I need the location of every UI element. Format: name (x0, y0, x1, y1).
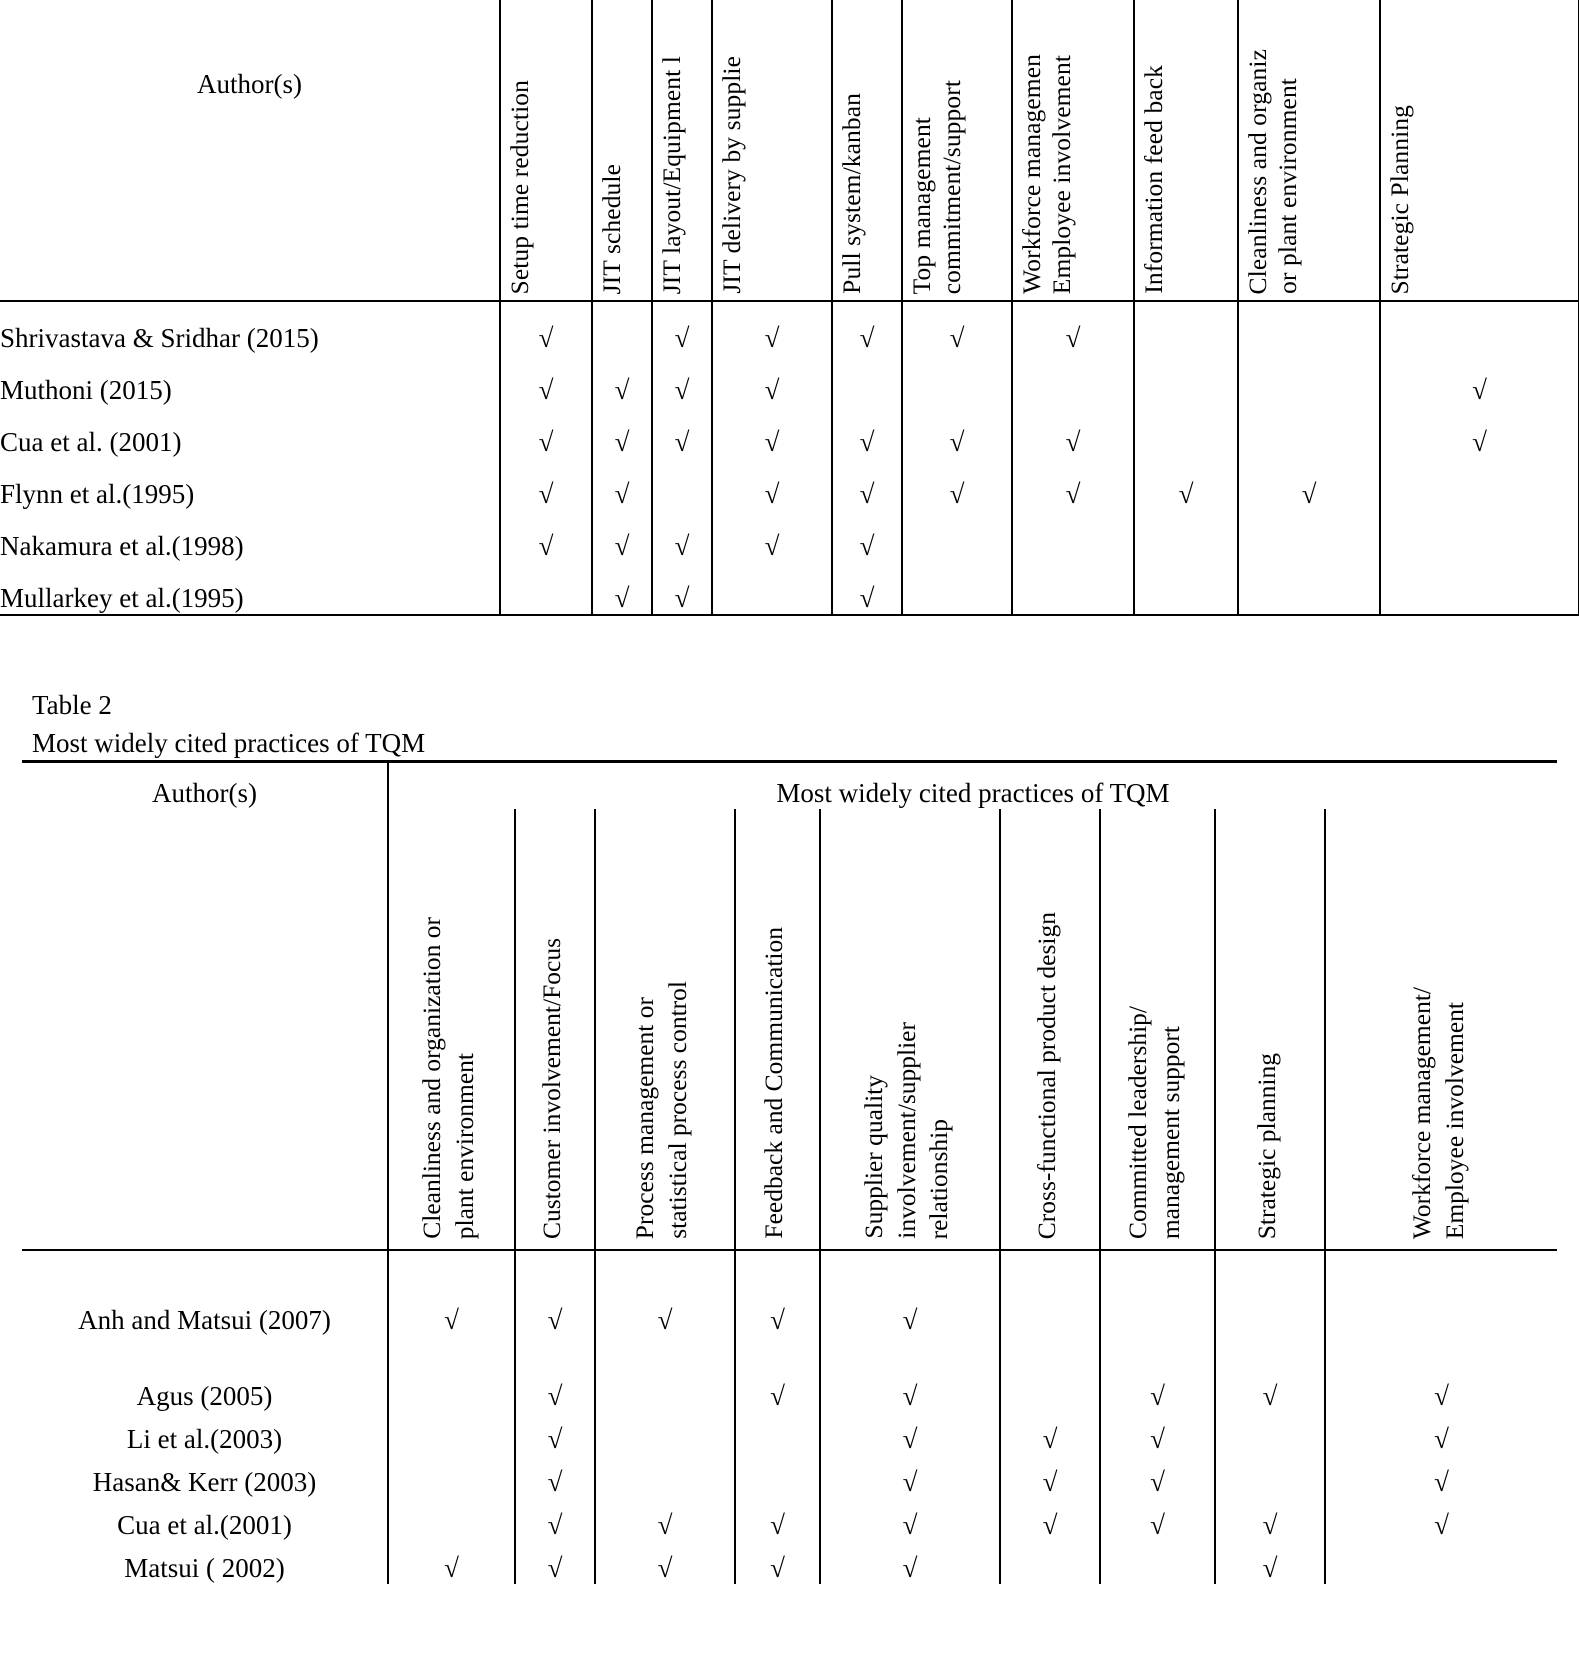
check-icon: √ (859, 531, 875, 561)
check-icon: √ (614, 583, 630, 613)
table-1-cell (832, 458, 902, 510)
table-2-author-name: Hasan& Kerr (2003) (92, 1467, 317, 1497)
check-icon: √ (614, 427, 630, 457)
table-2-caption (32, 686, 425, 763)
table-1-cell (1380, 510, 1579, 562)
check-icon: √ (949, 323, 965, 353)
table-2-cell (1100, 1336, 1215, 1412)
table-1-cell (1238, 458, 1380, 510)
table-2-col-header-feedback-and-communication: Feedback and Communication (735, 809, 820, 1250)
table-1-cell (832, 510, 902, 562)
table-2-caption-title: Most widely cited practices of TQM (32, 728, 426, 759)
check-icon: √ (859, 479, 875, 509)
check-icon: √ (764, 427, 780, 457)
check-icon: √ (859, 583, 875, 613)
table-2-author-header: Author(s) (22, 762, 388, 810)
table-2-rotated-header-row (22, 809, 1557, 1250)
table-2-cell (1100, 1541, 1215, 1584)
table-1-cell (1012, 406, 1134, 458)
check-icon: √ (859, 427, 875, 457)
table-1-cell (1380, 562, 1579, 615)
table-2-cell (388, 1498, 515, 1541)
table-2-col-header-cleanliness-organization: Cleanliness and organization or plant environment (388, 809, 515, 1250)
table-1-cell (1238, 562, 1380, 615)
table-1-cell (652, 510, 712, 562)
table-2-col-header-strategic-planning: Strategic planning (1215, 809, 1325, 1250)
table-2-cell (1000, 1455, 1100, 1498)
check-icon: √ (1472, 375, 1487, 405)
check-icon: √ (770, 1305, 785, 1335)
check-icon: √ (444, 1553, 459, 1583)
table-1-author-name: Muthoni (2015) (0, 375, 172, 405)
check-icon: √ (764, 479, 780, 509)
check-icon: √ (1065, 427, 1081, 457)
check-icon: √ (1434, 1424, 1449, 1454)
check-icon: √ (1434, 1381, 1449, 1411)
table-2-cell (1000, 1541, 1100, 1584)
table-2-cell (1325, 1498, 1557, 1541)
table-1-cell (1134, 562, 1238, 615)
table-1-cell (652, 458, 712, 510)
table-row (22, 1336, 1557, 1412)
check-icon: √ (770, 1553, 785, 1583)
table-2-author-name: Li et al.(2003) (126, 1424, 283, 1454)
table-row (22, 1412, 1557, 1455)
check-icon: √ (538, 531, 554, 561)
table-2-blank-corner (22, 809, 388, 1250)
table-2-cell (595, 1250, 735, 1336)
check-icon: √ (547, 1305, 563, 1335)
table-1-cell (712, 406, 832, 458)
table-2-cell (820, 1455, 1000, 1498)
check-icon: √ (614, 531, 630, 561)
table-2-cell (515, 1498, 595, 1541)
table-1-author-name: Nakamura et al.(1998) (0, 531, 244, 561)
table-1-cell (500, 510, 592, 562)
table-1-cell (712, 301, 832, 354)
table-1-cell (652, 562, 712, 615)
table-2-col-header-workforce-management-employee-involvement: Workforce management/ Employee involvement (1325, 809, 1557, 1250)
table-1-cell (592, 406, 652, 458)
table-1-cell (1012, 354, 1134, 406)
table-2-author-name: Matsui ( 2002) (124, 1553, 285, 1583)
check-icon: √ (657, 1510, 673, 1540)
table-2-author-name: Cua et al.(2001) (117, 1510, 292, 1540)
check-icon: √ (444, 1305, 459, 1335)
table-2-cell (388, 1336, 515, 1412)
table-2-cell (1325, 1250, 1557, 1336)
table-2-cell (735, 1498, 820, 1541)
table-2-cell (1000, 1250, 1100, 1336)
table-1-author-name: Cua et al. (2001) (0, 427, 182, 457)
table-row (22, 1541, 1557, 1584)
table-1-cell (902, 510, 1012, 562)
check-icon: √ (949, 427, 965, 457)
check-icon: √ (614, 375, 630, 405)
table-row (22, 1455, 1557, 1498)
table-1-cell (712, 510, 832, 562)
table-row (0, 562, 1579, 615)
table-1-cell (902, 301, 1012, 354)
table-row (22, 1250, 1557, 1336)
check-icon: √ (547, 1553, 563, 1583)
table-2-author-name: Anh and Matsui (2007) (22, 1250, 388, 1336)
table-1-cell (1238, 301, 1380, 354)
table-1-cell (902, 406, 1012, 458)
table-row (0, 510, 1579, 562)
check-icon: √ (902, 1305, 918, 1335)
check-icon: √ (538, 375, 554, 405)
check-icon: √ (674, 427, 690, 457)
table-1-cell (1134, 510, 1238, 562)
table-2-cell (388, 1412, 515, 1455)
table-1-cell (1238, 510, 1380, 562)
table-2-cell (1215, 1455, 1325, 1498)
table-2-group-header: Most widely cited practices of TQM (388, 762, 1557, 810)
check-icon: √ (764, 375, 780, 405)
table-1-cell (500, 406, 592, 458)
table-row (22, 1498, 1557, 1541)
table-2 (22, 760, 1557, 1584)
table-2-cell (515, 1541, 595, 1584)
table-1 (0, 0, 1579, 616)
table-1-jit-practices (0, 0, 1579, 640)
table-2-cell (820, 1412, 1000, 1455)
table-2-cell (1000, 1336, 1100, 1412)
check-icon: √ (674, 583, 690, 613)
table-1-cell (902, 458, 1012, 510)
check-icon: √ (547, 1467, 563, 1497)
table-2-cell (1215, 1412, 1325, 1455)
check-icon: √ (1434, 1467, 1449, 1497)
table-1-cell (712, 354, 832, 406)
table-2-cell (1325, 1541, 1557, 1584)
table-2-cell (388, 1541, 515, 1584)
table-1-col-header-pull-system-kanban: Pull system/kanban (832, 0, 902, 301)
check-icon: √ (1042, 1424, 1058, 1454)
table-1-cell (1380, 406, 1579, 458)
table-1-cell (1012, 458, 1134, 510)
table-row (0, 354, 1579, 406)
check-icon: √ (902, 1553, 918, 1583)
table-row (0, 301, 1579, 354)
table-1-cell (1238, 354, 1380, 406)
check-icon: √ (1150, 1381, 1165, 1411)
check-icon: √ (1150, 1424, 1165, 1454)
table-1-cell (1012, 510, 1134, 562)
table-1-cell (1012, 301, 1134, 354)
check-icon: √ (949, 479, 965, 509)
table-2-header-row (22, 762, 1557, 810)
check-icon: √ (764, 531, 780, 561)
table-1-cell (592, 354, 652, 406)
table-2-cell (820, 1541, 1000, 1584)
table-1-col-header-jit-schedule: JIT schedule (592, 0, 652, 301)
table-2-cell (1215, 1498, 1325, 1541)
table-2-cell (388, 1250, 515, 1336)
table-1-cell (832, 301, 902, 354)
check-icon: √ (1150, 1510, 1165, 1540)
check-icon: √ (1065, 323, 1081, 353)
check-icon: √ (538, 479, 554, 509)
table-1-cell (832, 562, 902, 615)
check-icon: √ (614, 479, 630, 509)
table-2-caption-number: Table 2 (32, 690, 112, 720)
table-2-cell (515, 1412, 595, 1455)
table-1-cell (832, 354, 902, 406)
check-icon: √ (674, 531, 690, 561)
check-icon: √ (674, 323, 690, 353)
table-2-cell (1000, 1498, 1100, 1541)
table-2-cell (820, 1250, 1000, 1336)
check-icon: √ (657, 1305, 673, 1335)
check-icon: √ (770, 1510, 785, 1540)
check-icon: √ (547, 1424, 563, 1454)
table-1-cell (1134, 354, 1238, 406)
check-icon: √ (1262, 1381, 1278, 1411)
table-1-cell (1238, 406, 1380, 458)
table-2-cell (1215, 1336, 1325, 1412)
table-1-cell (500, 458, 592, 510)
table-1-cell (1012, 562, 1134, 615)
table-1-cell (902, 354, 1012, 406)
table-2-cell (1100, 1455, 1215, 1498)
table-1-author-name: Mullarkey et al.(1995) (0, 562, 500, 615)
table-2-cell (1325, 1455, 1557, 1498)
table-1-col-header-cleanliness-organization: Cleanliness and organiz or plant environment (1238, 0, 1380, 301)
table-1-cell (712, 458, 832, 510)
table-1-cell (500, 354, 592, 406)
check-icon: √ (902, 1381, 918, 1411)
table-2-tqm-practices (22, 760, 1557, 1584)
table-2-col-header-cross-functional-product-design: Cross-functional product design (1000, 809, 1100, 1250)
table-2-cell (1215, 1541, 1325, 1584)
table-1-cell (592, 301, 652, 354)
table-1-cell (1134, 301, 1238, 354)
check-icon: √ (1042, 1510, 1058, 1540)
check-icon: √ (764, 323, 780, 353)
table-1-cell (652, 301, 712, 354)
table-2-cell (388, 1455, 515, 1498)
table-2-cell (735, 1250, 820, 1336)
table-1-col-header-setup-time-reduction: Setup time reduction (500, 0, 592, 301)
table-1-col-header-strategic-planning: Strategic Planning (1380, 0, 1579, 301)
check-icon: √ (1150, 1467, 1165, 1497)
check-icon: √ (902, 1510, 918, 1540)
table-2-cell (595, 1336, 735, 1412)
table-1-cell (500, 562, 592, 615)
check-icon: √ (770, 1381, 785, 1411)
check-icon: √ (1262, 1553, 1278, 1583)
check-icon: √ (547, 1381, 563, 1411)
table-1-col-header-jit-layout-equipment: JIT layout/Equipment l (652, 0, 712, 301)
table-row (0, 458, 1579, 510)
table-1-cell (1380, 301, 1579, 354)
table-2-cell (1325, 1412, 1557, 1455)
table-1-cell (832, 406, 902, 458)
check-icon: √ (1472, 427, 1487, 457)
check-icon: √ (1262, 1510, 1278, 1540)
table-2-col-header-process-management-spc: Process management or statistical process control (595, 809, 735, 1250)
table-1-col-header-jit-delivery-by-supplier: JIT delivery by supplie (712, 0, 832, 301)
check-icon: √ (538, 427, 554, 457)
table-1-author-header: Author(s) (197, 69, 302, 99)
table-2-cell (515, 1336, 595, 1412)
table-2-cell (1325, 1336, 1557, 1412)
table-1-author-name: Flynn et al.(1995) (0, 479, 195, 509)
table-2-cell (595, 1498, 735, 1541)
check-icon: √ (902, 1424, 918, 1454)
table-2-cell (595, 1412, 735, 1455)
table-2-cell (595, 1541, 735, 1584)
check-icon: √ (859, 323, 875, 353)
check-icon: √ (1301, 479, 1317, 509)
table-2-col-header-customer-involvement-focus: Customer involvement/Focus (515, 809, 595, 1250)
table-1-cell (902, 562, 1012, 615)
table-1-col-header-workforce-management-employee-involvement: Workforce managemen Employee involvement (1012, 0, 1134, 301)
table-2-cell (515, 1455, 595, 1498)
table-2-cell (735, 1412, 820, 1455)
table-2-cell (735, 1336, 820, 1412)
table-2-cell (1100, 1412, 1215, 1455)
check-icon: √ (674, 375, 690, 405)
table-2-cell (1100, 1498, 1215, 1541)
table-2-cell (515, 1250, 595, 1336)
table-2-col-header-supplier-quality-involvement: Supplier quality involvement/supplier relationship (820, 809, 1000, 1250)
table-1-header-row (0, 0, 1579, 301)
table-1-cell (712, 562, 832, 615)
table-1-cell (1134, 458, 1238, 510)
table-1-cell (1134, 406, 1238, 458)
table-2-cell (1215, 1250, 1325, 1336)
table-2-cell (820, 1498, 1000, 1541)
check-icon: √ (1065, 479, 1081, 509)
table-2-cell (1000, 1412, 1100, 1455)
check-icon: √ (902, 1467, 918, 1497)
table-1-cell (652, 354, 712, 406)
table-2-cell (1100, 1250, 1215, 1336)
check-icon: √ (1434, 1510, 1449, 1540)
table-1-cell (592, 510, 652, 562)
table-row (0, 406, 1579, 458)
table-2-author-name: Agus (2005) (136, 1381, 273, 1411)
table-1-cell (1380, 458, 1579, 510)
table-1-cell (592, 458, 652, 510)
check-icon: √ (538, 323, 554, 353)
table-2-cell (820, 1336, 1000, 1412)
table-1-cell (652, 406, 712, 458)
table-2-cell (595, 1455, 735, 1498)
check-icon: √ (657, 1553, 673, 1583)
table-1-cell (592, 562, 652, 615)
table-1-cell (500, 301, 592, 354)
check-icon: √ (1042, 1467, 1058, 1497)
check-icon: √ (547, 1510, 563, 1540)
table-1-author-name: Shrivastava & Sridhar (2015) (0, 301, 500, 354)
table-2-cell (735, 1455, 820, 1498)
table-1-col-header-top-management-commitment: Top management commitment/support (902, 0, 1012, 301)
table-2-col-header-committed-leadership-management-support: Committed leadership/ management support (1100, 809, 1215, 1250)
table-1-col-header-information-feed-back: Information feed back (1134, 0, 1238, 301)
check-icon: √ (1178, 479, 1194, 509)
table-1-cell (1380, 354, 1579, 406)
table-2-cell (735, 1541, 820, 1584)
